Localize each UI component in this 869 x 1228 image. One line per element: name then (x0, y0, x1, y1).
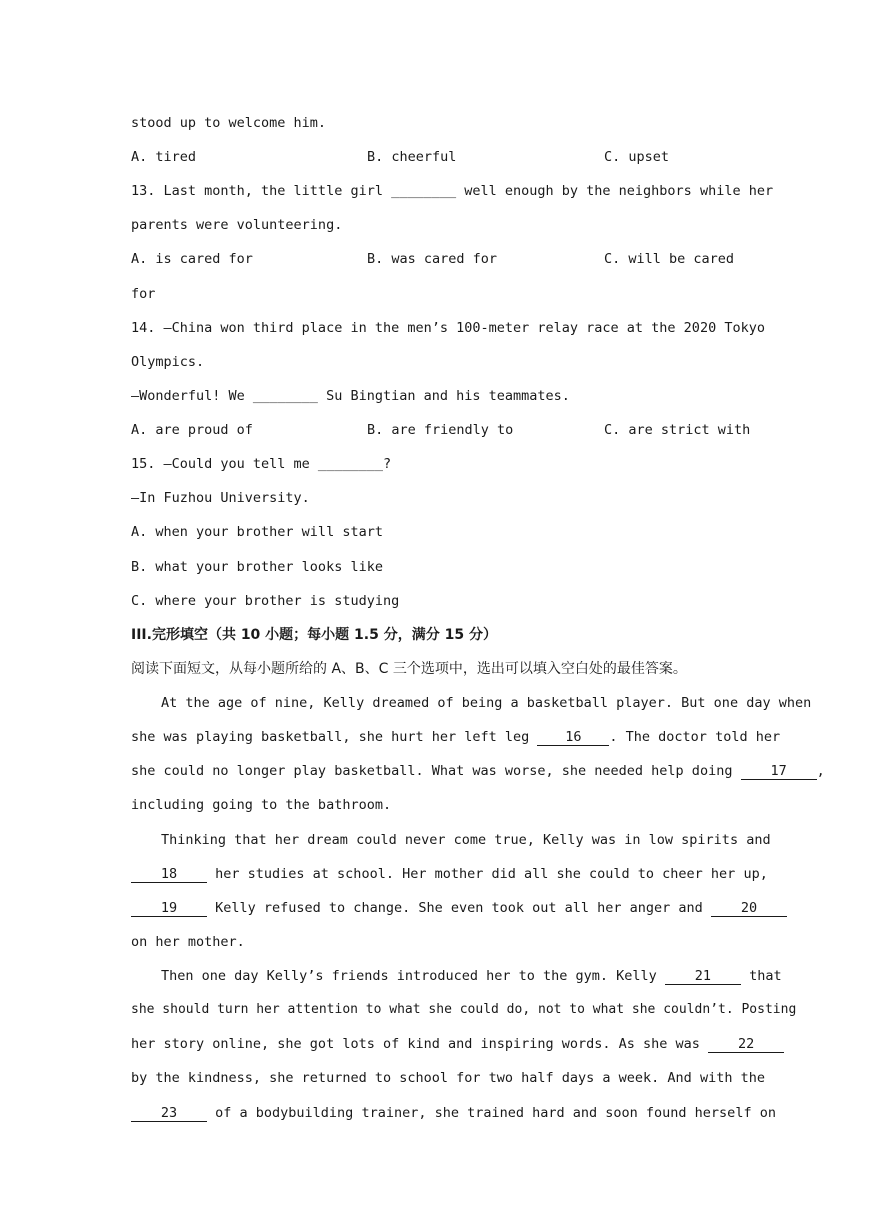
q15-option-a: A. when your brother will start (131, 524, 383, 540)
passage-text: of a bodybuilding trainer, she trained hard and soon found herself on (215, 1105, 776, 1121)
passage-text: that (749, 968, 782, 984)
q13-option-c-continuation: for (131, 286, 156, 302)
q15-stem: 15. —Could you tell me ________? (131, 456, 392, 472)
q14-option-c: C. are strict with (604, 422, 751, 438)
q13-option-c: C. will be cared (604, 251, 735, 267)
passage-text: she could no longer play basketball. What was worse, she needed help doing (131, 763, 733, 779)
passage-text: Then one day Kelly’s friends introduced her to the gym. Kelly (161, 968, 657, 984)
blank-16: 16 (537, 729, 609, 746)
q14-option-a: A. are proud of (131, 422, 253, 438)
passage-text: her story online, she got lots of kind and inspiring words. As she was (131, 1036, 700, 1052)
q12-option-b: B. cheerful (367, 149, 457, 165)
passage-p3-line5 (131, 1103, 776, 1123)
q14-reply: —Wonderful! We ________ Su Bingtian and his teammates. (131, 388, 570, 404)
passage-p2-line1: Thinking that her dream could never come true, Kelly was in low spirits and (161, 832, 771, 848)
q12-option-a: A. tired (131, 149, 197, 165)
passage-p3-line1 (131, 966, 782, 986)
blank-21: 21 (665, 968, 741, 985)
blank-19: 19 (131, 900, 207, 917)
q13-option-a: A. is cared for (131, 251, 253, 267)
passage-text: , (816, 763, 825, 779)
passage-p1-line4: including going to the bathroom. (131, 797, 392, 813)
q14-option-b: B. are friendly to (367, 422, 514, 438)
blank-20: 20 (711, 900, 787, 917)
passage-p1-line3 (131, 761, 825, 781)
passage-text: she was playing basketball, she hurt her left leg (131, 729, 530, 745)
q15-option-c: C. where your brother is studying (131, 593, 400, 609)
q15-option-b: B. what your brother looks like (131, 559, 383, 575)
q14-stem-line2: Olympics. (131, 354, 205, 370)
passage-p3-line3 (131, 1034, 755, 1054)
blank-17: 17 (741, 763, 817, 780)
q13-stem-line1: 13. Last month, the little girl ________ well enough by the neighbors while her (131, 183, 774, 199)
q13-option-b: B. was cared for (367, 251, 498, 267)
passage-p2-line4: on her mother. (131, 934, 245, 950)
q12-option-c: C. upset (604, 149, 670, 165)
passage-text: Kelly refused to change. She even took out all her anger and (215, 900, 703, 916)
passage-p1-line1: At the age of nine, Kelly dreamed of being a basketball player. But one day when (161, 695, 812, 711)
q12-stem-continuation: stood up to welcome him. (131, 115, 327, 131)
passage-p3-line2: she should turn her attention to what she could do, not to what she couldn’t. Posting (131, 1002, 797, 1017)
passage-p2-line2 (131, 864, 768, 884)
section-instruction: 阅读下面短文，从每小题所给的 A、B、C 三个选项中，选出可以填入空白处的最佳答案。 (131, 661, 687, 677)
blank-22: 22 (708, 1036, 784, 1053)
section-title: III.完形填空（共 10 小题；每小题 1.5 分，满分 15 分） (131, 627, 497, 643)
passage-text: . The doctor told her (609, 729, 781, 745)
passage-p1-line2 (131, 727, 781, 747)
passage-p2-line3 (131, 898, 758, 918)
q13-stem-line2: parents were volunteering. (131, 217, 343, 233)
q15-reply: —In Fuzhou University. (131, 490, 310, 506)
blank-18: 18 (131, 866, 207, 883)
passage-text: her studies at school. Her mother did all she could to cheer her up, (215, 866, 768, 882)
passage-p3-line4: by the kindness, she returned to school for two half days a week. And with the (131, 1070, 765, 1086)
q14-stem-line1: 14. —China won third place in the men’s 100-meter relay race at the 2020 Tokyo (131, 320, 765, 336)
blank-23: 23 (131, 1105, 207, 1122)
